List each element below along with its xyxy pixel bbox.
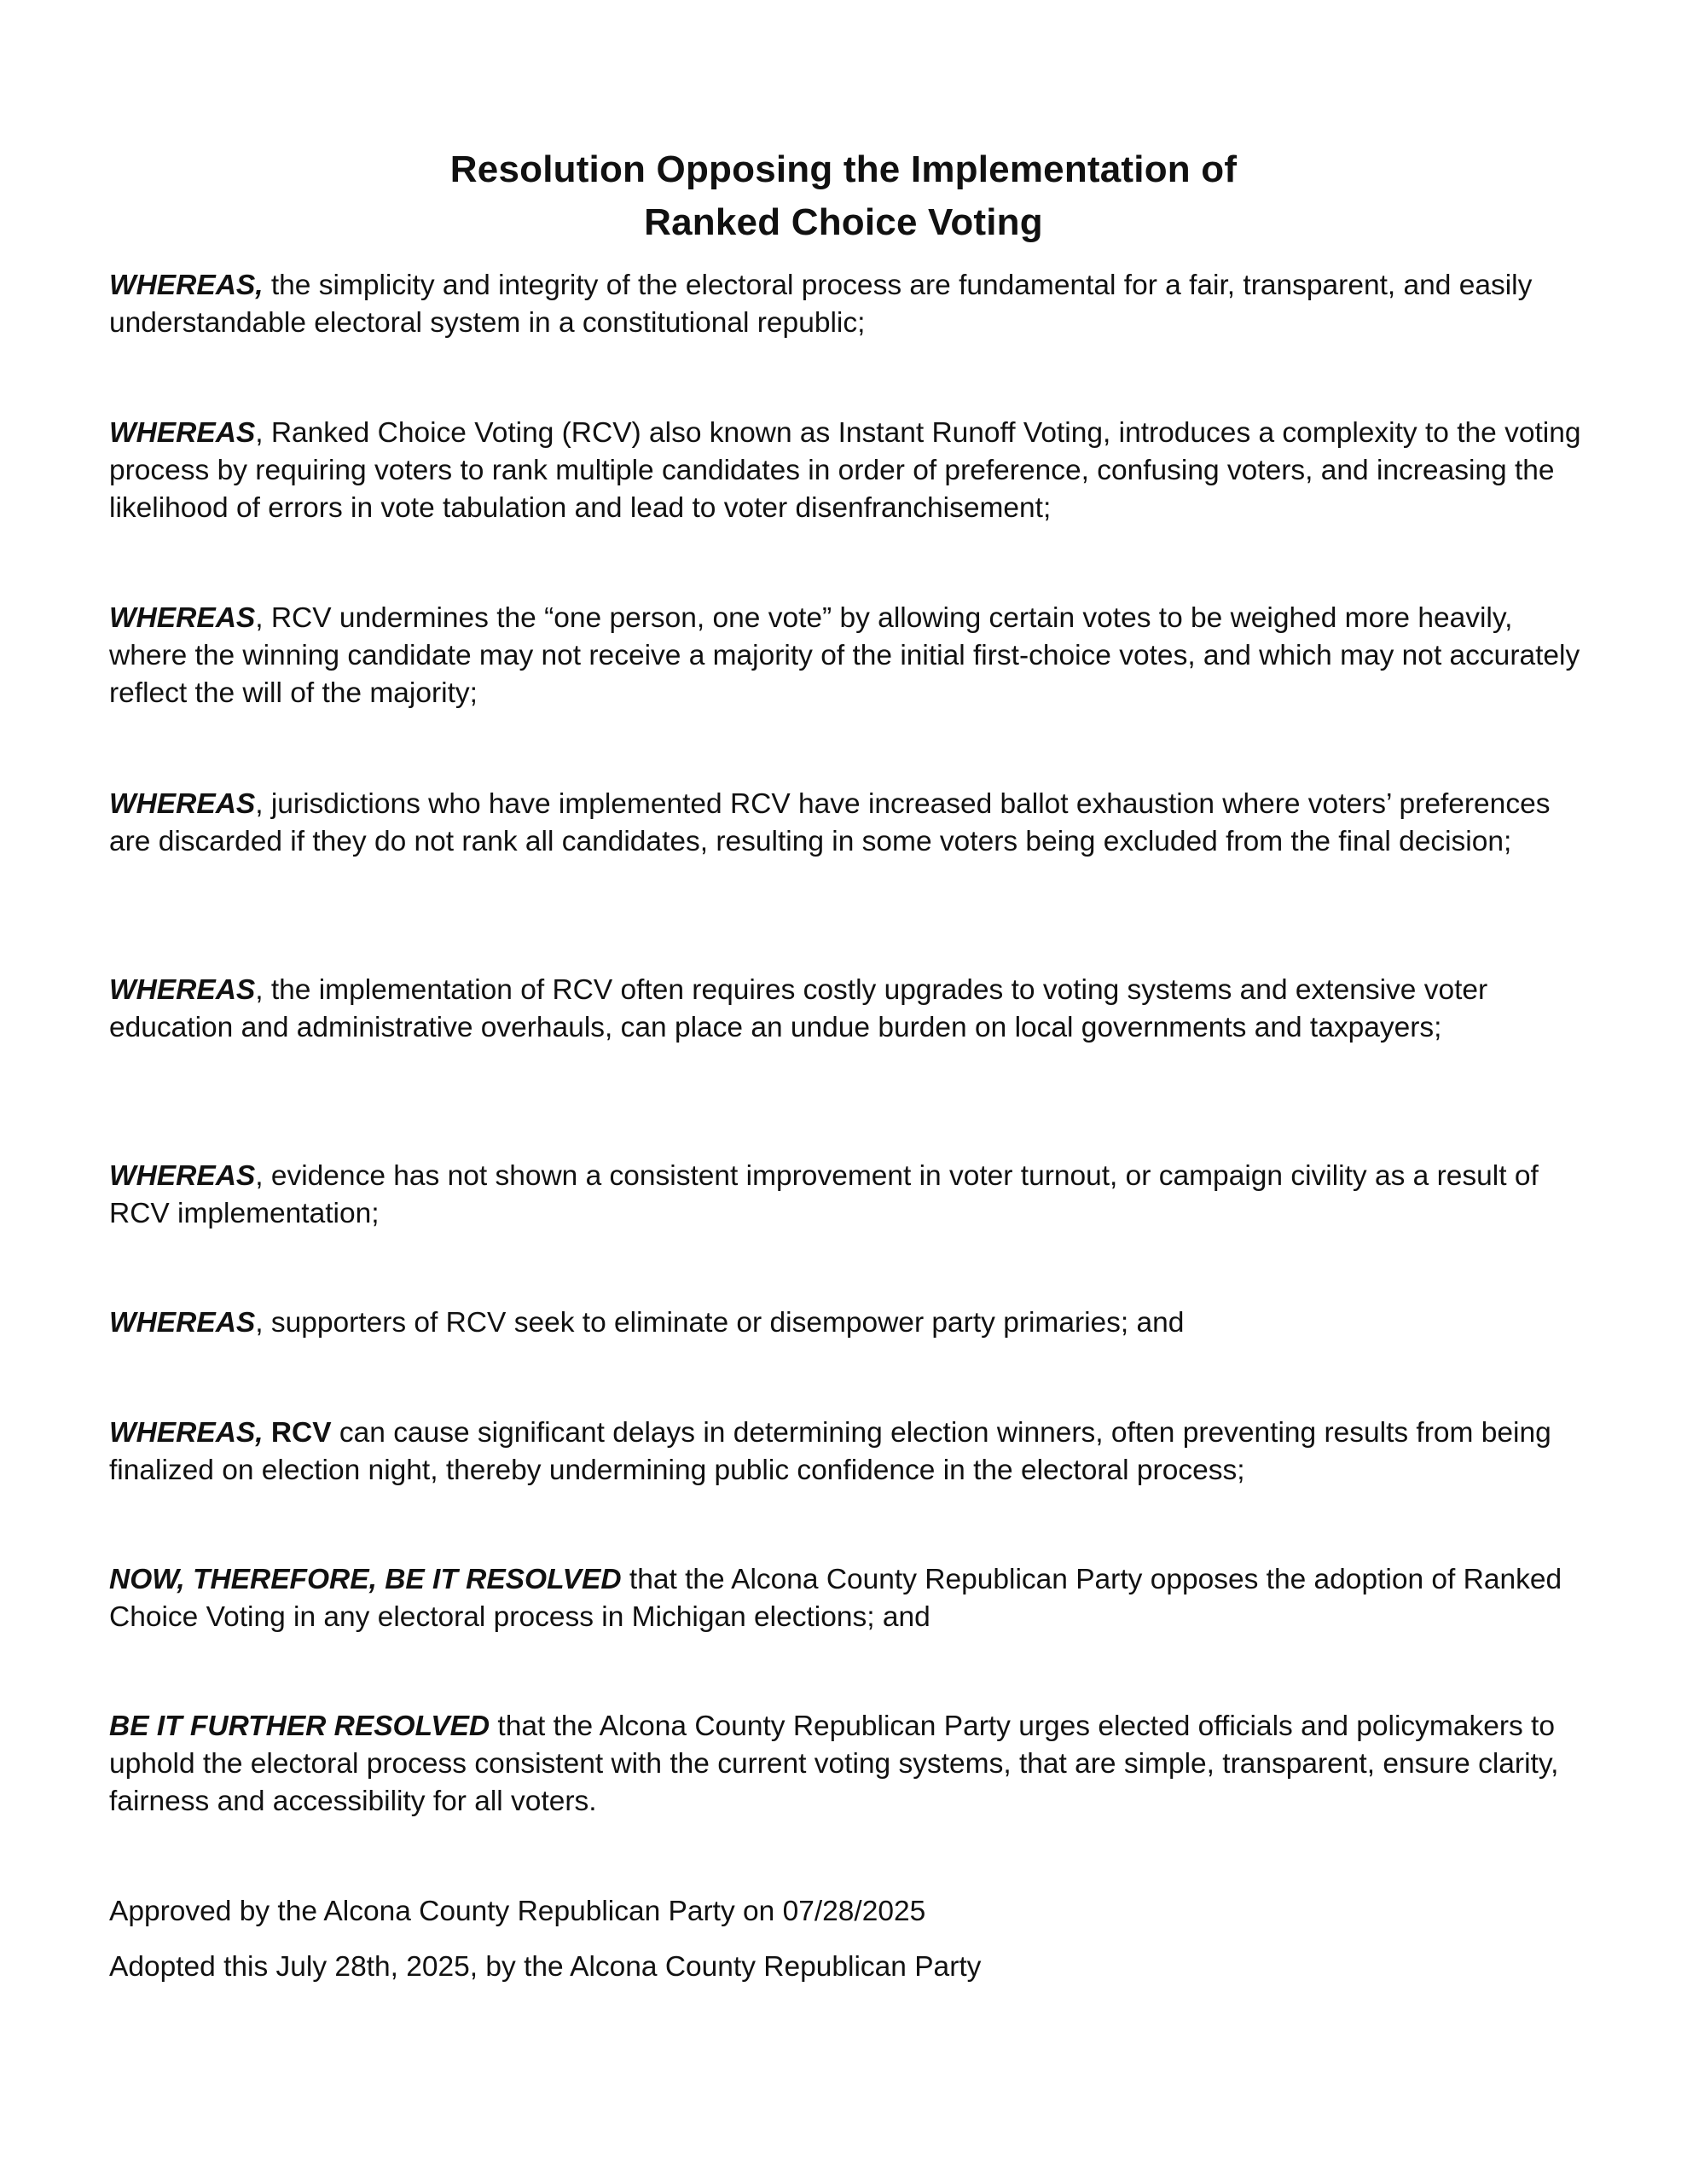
whereas-paragraph-4	[109, 786, 1593, 861]
further-resolved-paragraph	[109, 1708, 1593, 1821]
whereas-lead: WHEREAS,	[109, 1417, 264, 1449]
resolved-lead: NOW, THEREFORE, BE IT RESOLVED	[109, 1564, 622, 1595]
title-line-1: Resolution Opposing the Implementation of	[449, 148, 1238, 190]
paragraph-text: , the implementation of RCV often requires costly upgrades to voting systems and extensive voter education and administrative overhauls, can place an undue burden on local governments and taxpayers;	[109, 974, 1488, 1043]
paragraph-text: , jurisdictions who have implemented RCV have increased ballot exhaustion where voters’ preferences are discarded if they do not rank all candidates, resulting in some voters being excluded from the final decision;	[109, 788, 1551, 857]
whereas-paragraph-8	[109, 1414, 1593, 1490]
whereas-lead: WHEREAS	[109, 974, 256, 1006]
rcv-bold-lead: RCV	[263, 1417, 332, 1449]
whereas-lead: WHEREAS	[109, 417, 256, 449]
paragraph-text: , supporters of RCV seek to eliminate or disempower party primaries; and	[255, 1307, 1185, 1339]
paragraph-text: can cause significant delays in determining election winners, often preventing results from being finalized on election night, thereby undermining public confidence in the electoral process;	[109, 1417, 1551, 1486]
whereas-paragraph-3	[109, 600, 1593, 712]
adopted-line: Adopted this July 28th, 2025, by the Alcona County Republican Party	[109, 1951, 982, 1983]
whereas-lead: WHEREAS	[109, 602, 256, 634]
whereas-paragraph-7	[109, 1304, 1593, 1342]
whereas-paragraph-2	[109, 415, 1593, 527]
whereas-paragraph-1	[109, 267, 1593, 342]
resolved-paragraph	[109, 1561, 1593, 1636]
whereas-lead: WHEREAS	[109, 1307, 256, 1339]
paragraph-text: that the Alcona County Republican Party opposes the adoption of Ranked Choice Voting in any electoral process in Michigan elections; and	[109, 1564, 1562, 1633]
whereas-lead: WHEREAS	[109, 1160, 256, 1192]
paragraph-text: the simplicity and integrity of the electoral process are fundamental for a fair, transparent, and easily understandable electoral system in a constitutional republic;	[109, 270, 1533, 339]
whereas-lead: WHEREAS	[109, 788, 256, 820]
whereas-paragraph-6	[109, 1158, 1593, 1233]
title-line-2: Ranked Choice Voting	[644, 201, 1043, 243]
resolution-title	[0, 143, 1687, 249]
whereas-paragraph-5	[109, 972, 1593, 1047]
paragraph-text: , evidence has not shown a consistent improvement in voter turnout, or campaign civility as a result of RCV implementation;	[109, 1160, 1539, 1229]
approved-line: Approved by the Alcona County Republican Party on 07/28/2025	[109, 1896, 926, 1927]
whereas-lead: WHEREAS,	[109, 270, 264, 301]
paragraph-text: , Ranked Choice Voting (RCV) also known as Instant Runoff Voting, introduces a complexity to the voting process by requiring voters to rank multiple candidates in order of preference, confusing voters, and increasing the likelihood of errors in vote tabulation and lead to voter disenfranchisement;	[109, 417, 1581, 524]
further-resolved-lead: BE IT FURTHER RESOLVED	[109, 1711, 490, 1742]
paragraph-text: that the Alcona County Republican Party urges elected officials and policymakers to uphold the electoral process consistent with the current voting systems, that are simple, transparent, ensure clarity, fairness and accessibility for all voters.	[109, 1711, 1559, 1817]
paragraph-text: , RCV undermines the “one person, one vote” by allowing certain votes to be weighed more heavily, where the winning candidate may not receive a majority of the initial first-choice votes, and which may not accurately reflect the will of the majority;	[109, 602, 1580, 709]
